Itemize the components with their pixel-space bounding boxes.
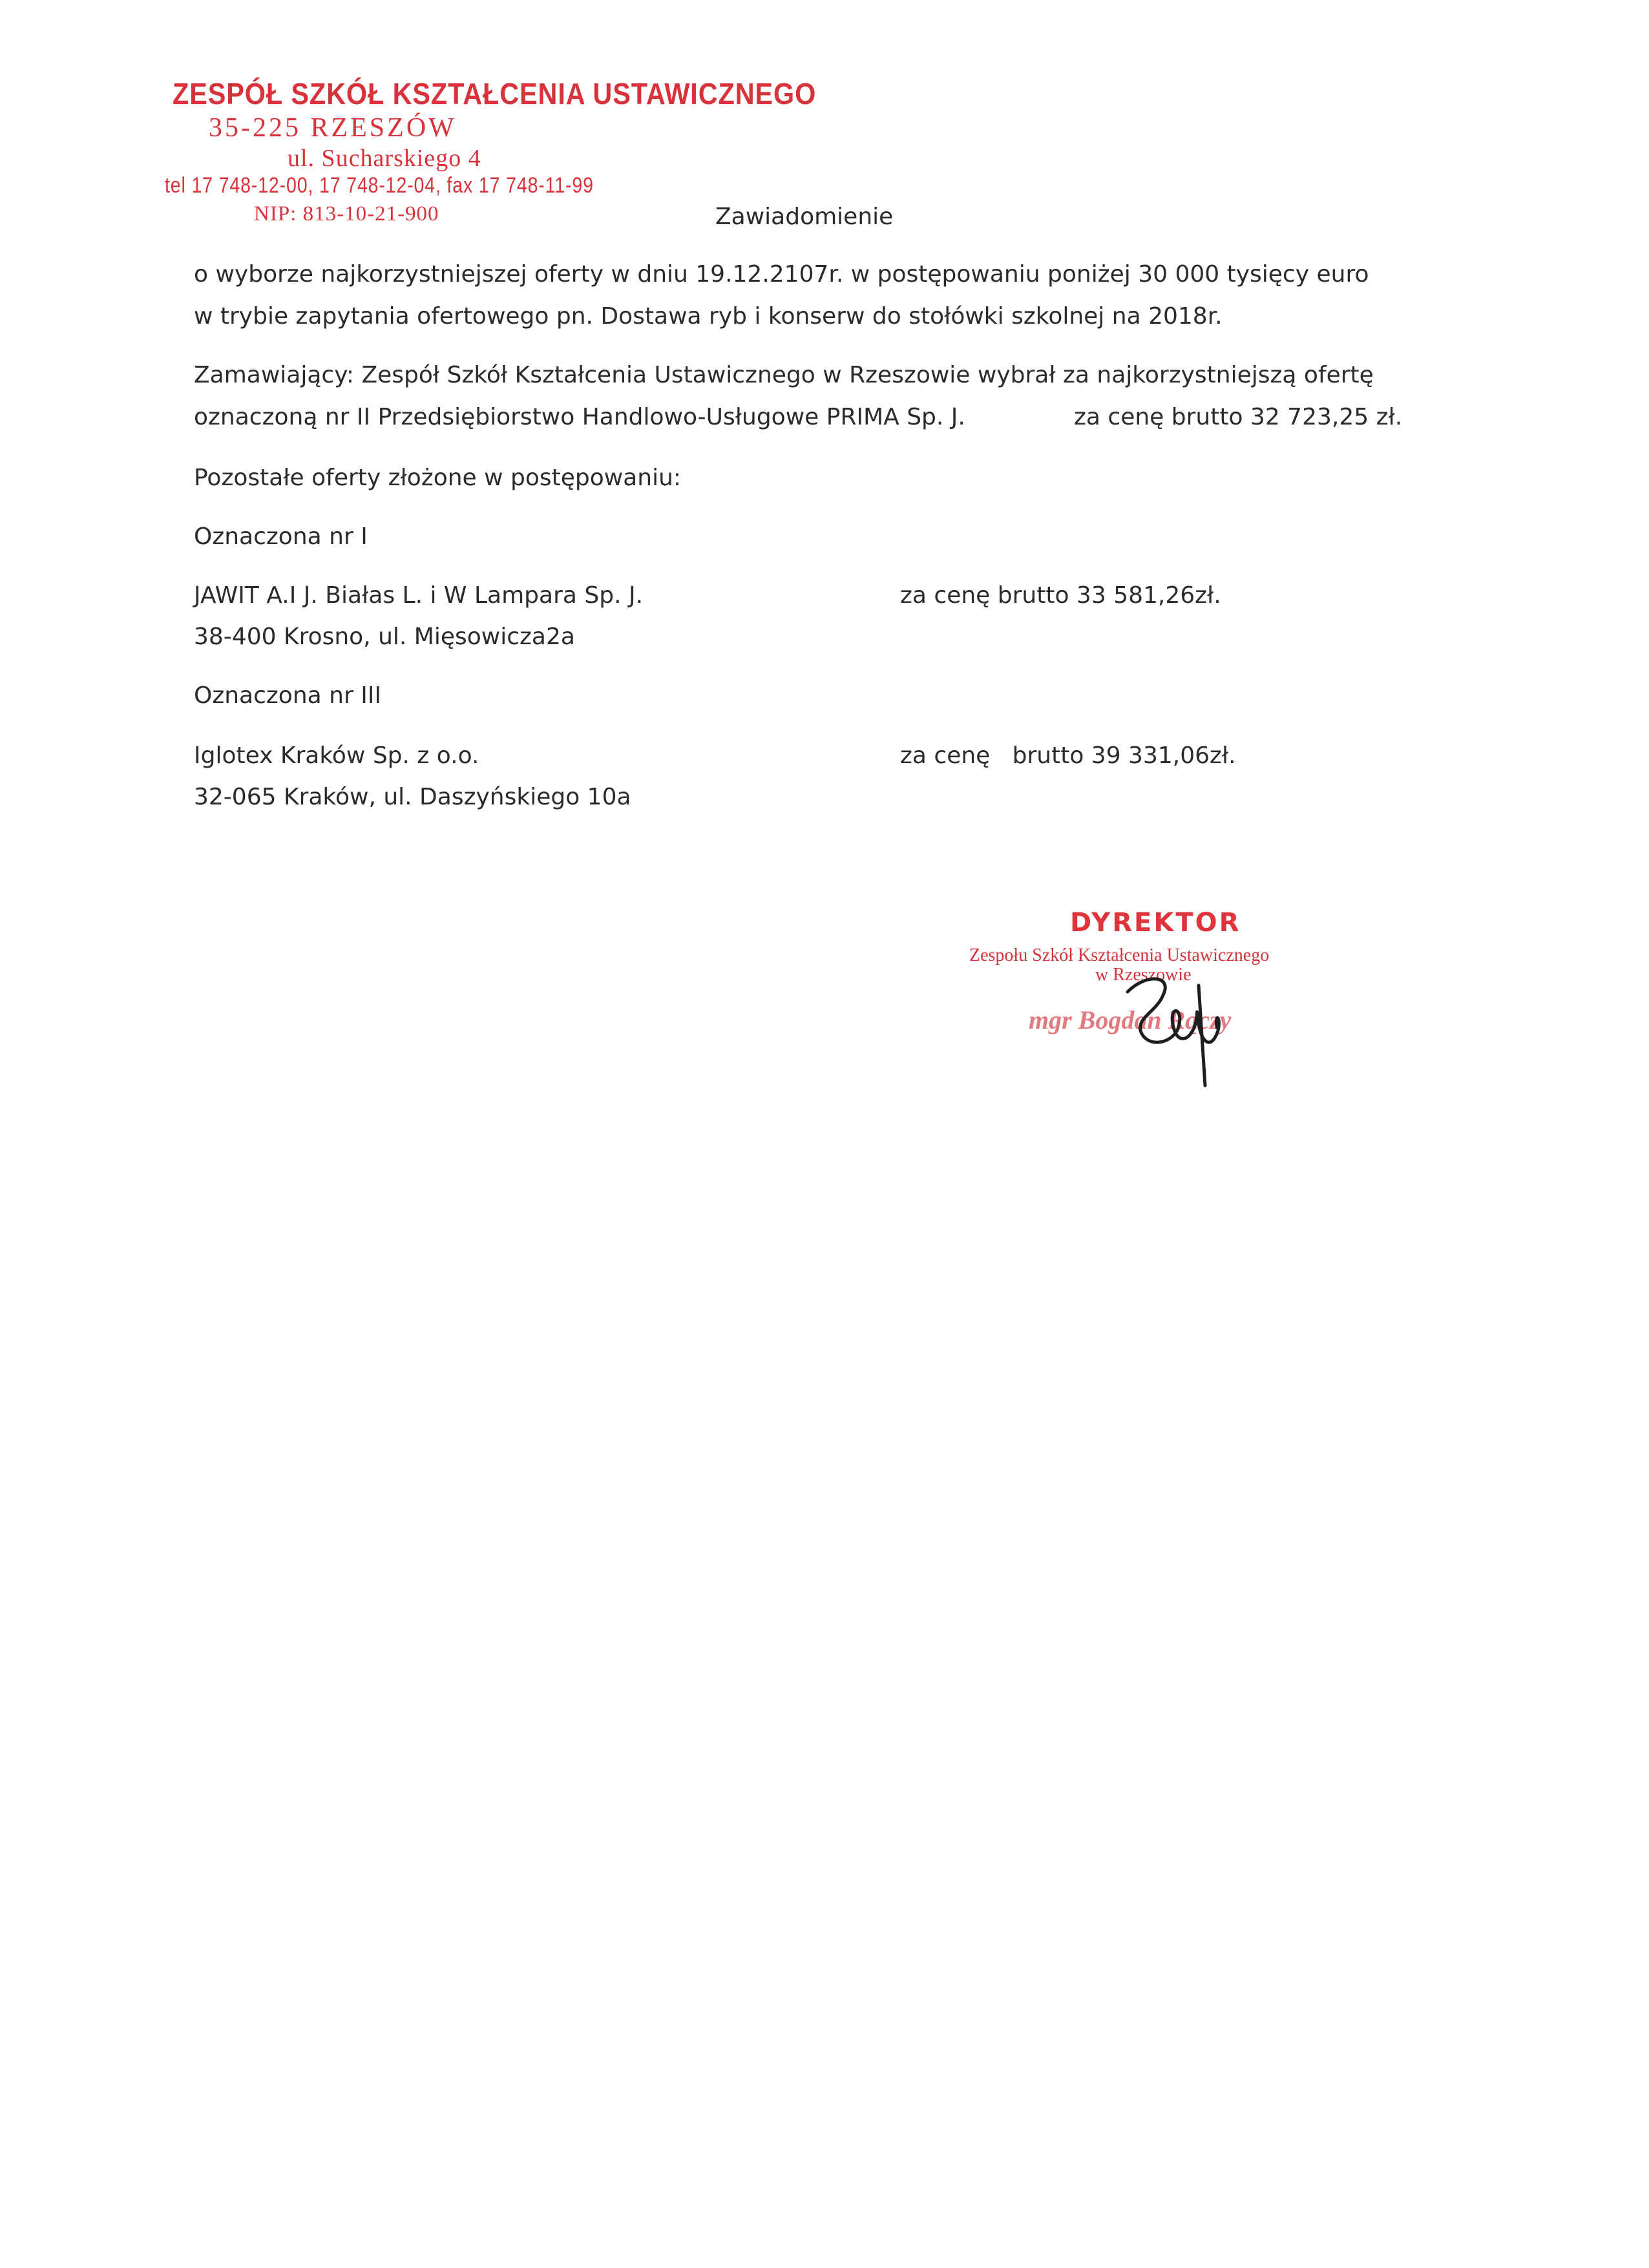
offer-1-price: za cenę brutto 33 581,26zł. — [900, 582, 1221, 609]
stamp-street: ul. Sucharskiego 4 — [288, 145, 481, 172]
offer-3-label: Oznaczona nr III — [194, 682, 382, 709]
offer-1-company: JAWIT A.I J. Białas L. i W Lampara Sp. J. — [194, 582, 644, 609]
offer-3-price: za cenę brutto 39 331,06zł. — [900, 742, 1236, 769]
award-line-2: oznaczoną nr II Przedsiębiorstwo Handlowo-Usługowe PRIMA Sp. J. — [194, 404, 965, 430]
signature-city: w Rzeszowie — [1095, 965, 1192, 985]
intro-line-1: o wyborze najkorzystniejszej oferty w dniu 19.12.2107r. w postępowaniu poniżej 30 000 tysięcy euro — [194, 261, 1369, 288]
handwritten-signature — [1102, 947, 1263, 1095]
intro-line-2: w trybie zapytania ofertowego pn. Dostawa ryb i konserw do stołówki szkolnej na 2018r. — [194, 303, 1223, 330]
other-offers-heading: Pozostałe oferty złożone w postępowaniu: — [194, 465, 682, 491]
director-signature-stamp — [969, 908, 1357, 1089]
award-price: za cenę brutto 32 723,25 zł. — [1074, 404, 1403, 430]
document-title: Zawiadomienie — [715, 204, 894, 230]
stamp-nip: NIP: 813-10-21-900 — [254, 202, 439, 226]
stamp-school-name: ZESPÓŁ SZKÓŁ KSZTAŁCENIA USTAWICZNEGO — [173, 77, 817, 110]
signature-person: mgr Bogdan Rączy — [1029, 1005, 1232, 1034]
award-line-1: Zamawiający: Zespół Szkół Kształcenia Ustawicznego w Rzeszowie wybrał za najkorzystniejszą ofertę — [194, 362, 1374, 388]
signature-school: Zespołu Szkół Kształcenia Ustawicznego — [969, 945, 1270, 965]
stamp-phones: tel 17 748-12-00, 17 748-12-04, fax 17 748-11-99 — [165, 173, 594, 198]
offer-3-address: 32-065 Kraków, ul. Daszyńskiego 10a — [194, 784, 631, 810]
signature-title: DYREKTOR — [1070, 908, 1241, 938]
stamp-postal-city: 35-225 RZESZÓW — [209, 113, 457, 143]
offer-1-label: Oznaczona nr I — [194, 523, 368, 550]
offer-3-company: Iglotex Kraków Sp. z o.o. — [194, 742, 479, 769]
offer-1-address: 38-400 Krosno, ul. Mięsowicza2a — [194, 624, 575, 650]
